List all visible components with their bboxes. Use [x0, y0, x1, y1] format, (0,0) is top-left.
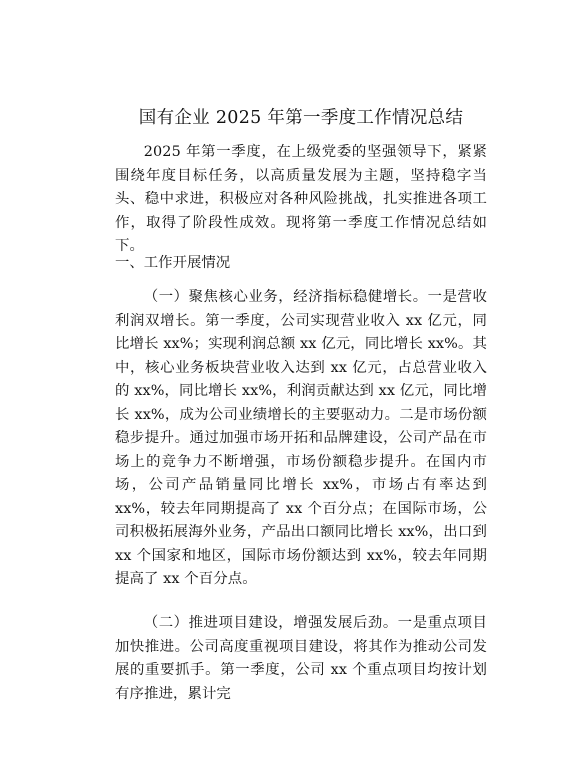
paragraph-project-construction: （二）推进项目建设，增强发展后劲。一是重点项目加快推进。公司高度重视项目建设，将其作为推动公司发展的重要抓手。第一季度，公司 xx 个重点项目均按计划有序推进，累计完: [115, 615, 487, 702]
document-title: 国有企业 2025 年第一季度工作情况总结: [138, 108, 464, 128]
intro-paragraph: 2025 年第一季度，在上级党委的坚强领导下，紧紧围绕年度目标任务，以高质量发展为主题，坚持稳字当头、稳中求进，积极应对各种风险挑战，扎实推进各项工作，取得了阶段性成效。现将第一季度工作情况总结如下。: [115, 144, 487, 254]
paragraph-core-business: （一）聚焦核心业务，经济指标稳健增长。一是营收利润双增长。第一季度，公司实现营业收入 xx 亿元，同比增长 xx%；实现利润总额 xx 亿元，同比增长 xx%。其中，核心业务板块营业收入达到 xx 亿元，占总营业收入的 xx%，同比增长 xx%，利润贡献达到 xx 亿元，同比增长 xx%，成为公司业绩增长的主要驱动力。二是市场份额稳步提升。通过加强市场开拓和品牌建设，公司产品在市场上的竞争力不断增强，市场份额稳步提升。在国内市场，公司产品销量同比增长 xx%，市场占有率达到 xx%，较去年同期提高了 xx 个百分点；在国际市场，公司积极拓展海外业务，产品出口额同比增长 xx%，出口到 xx 个国家和地区，国际市场份额达到 xx%，较去年同期提高了 xx 个百分点。: [115, 289, 487, 587]
section-heading-work-progress: 一、工作开展情况: [115, 255, 231, 271]
